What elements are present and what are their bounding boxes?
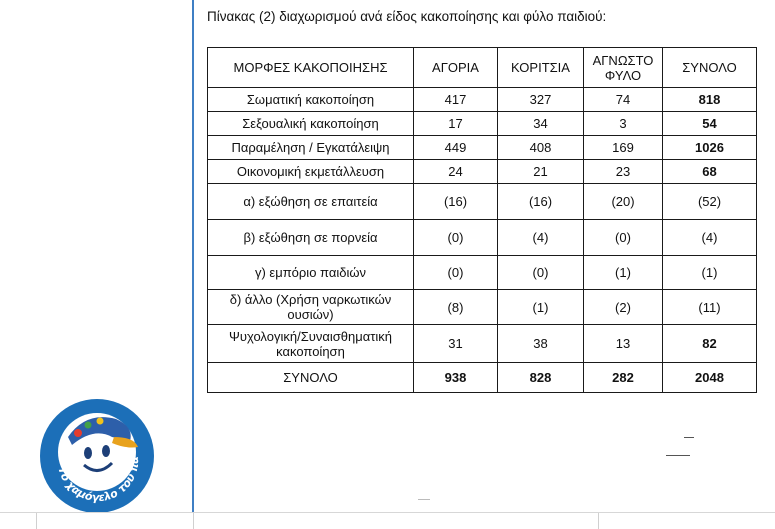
cell-boys: 31 — [414, 325, 498, 363]
row-label: β) εξώθηση σε πορνεία — [208, 220, 414, 256]
cell-total: (52) — [663, 184, 757, 220]
cell-unknown: (0) — [584, 220, 663, 256]
logo-cap-dot-green — [85, 422, 92, 429]
total-total: 2048 — [663, 363, 757, 393]
scan-mark — [684, 437, 694, 438]
bottom-page-strip — [0, 512, 775, 529]
cell-boys: (0) — [414, 220, 498, 256]
strip-separator — [193, 513, 194, 529]
cell-total: 54 — [663, 112, 757, 136]
cell-girls: (16) — [498, 184, 584, 220]
header-girls: ΚΟΡΙΤΣΙΑ — [498, 48, 584, 88]
cell-unknown: 3 — [584, 112, 663, 136]
table-total-row — [208, 363, 757, 393]
table-row — [208, 325, 757, 363]
row-label: Σωματική κακοποίηση — [208, 88, 414, 112]
cell-unknown: 74 — [584, 88, 663, 112]
table-caption: Πίνακας (2) διαχωρισμού ανά είδος κακοποίησης και φύλο παιδιού: — [207, 9, 607, 24]
header-unknown-gender: ΑΓΝΩΣΤΟ ΦΥΛΟ — [584, 48, 663, 88]
table-row — [208, 256, 757, 290]
logo-cap-dot-red — [74, 429, 82, 437]
cell-boys: 417 — [414, 88, 498, 112]
logo-graphic — [38, 397, 156, 515]
table-row — [208, 220, 757, 256]
logo-eye-right — [102, 445, 110, 457]
table-row — [208, 136, 757, 160]
cell-boys: (16) — [414, 184, 498, 220]
row-label: Ψυχολογική/Συναισθηματική κακοποίηση — [208, 325, 414, 363]
cell-unknown: 13 — [584, 325, 663, 363]
total-row-label: ΣΥΝΟΛΟ — [208, 363, 414, 393]
total-unknown: 282 — [584, 363, 663, 393]
cell-girls: 34 — [498, 112, 584, 136]
cell-girls: 21 — [498, 160, 584, 184]
table-row — [208, 184, 757, 220]
scan-mark — [666, 455, 690, 456]
cell-boys: (0) — [414, 256, 498, 290]
table-row — [208, 88, 757, 112]
cell-unknown: (1) — [584, 256, 663, 290]
scan-mark — [418, 499, 430, 500]
page-divider-line — [192, 0, 194, 512]
cell-boys: 24 — [414, 160, 498, 184]
cell-girls: (4) — [498, 220, 584, 256]
cell-total: (11) — [663, 290, 757, 325]
strip-separator — [36, 513, 37, 529]
cell-unknown: (2) — [584, 290, 663, 325]
strip-separator — [598, 513, 599, 529]
cell-total: 82 — [663, 325, 757, 363]
table-row — [208, 160, 757, 184]
cell-boys: 17 — [414, 112, 498, 136]
cell-girls: 327 — [498, 88, 584, 112]
row-label: Οικονομική εκμετάλλευση — [208, 160, 414, 184]
cell-girls: (1) — [498, 290, 584, 325]
cell-unknown: 23 — [584, 160, 663, 184]
table-row — [208, 290, 757, 325]
cell-girls: 408 — [498, 136, 584, 160]
cell-boys: (8) — [414, 290, 498, 325]
header-abuse-forms: ΜΟΡΦΕΣ ΚΑΚΟΠΟΙΗΣΗΣ — [208, 48, 414, 88]
header-total: ΣΥΝΟΛΟ — [663, 48, 757, 88]
row-label: Παραμέληση / Εγκατάλειψη — [208, 136, 414, 160]
cell-girls: (0) — [498, 256, 584, 290]
cell-boys: 449 — [414, 136, 498, 160]
header-boys: ΑΓΟΡΙΑ — [414, 48, 498, 88]
cell-total: 818 — [663, 88, 757, 112]
logo-eye-left — [84, 447, 92, 459]
row-label: γ) εμπόριο παιδιών — [208, 256, 414, 290]
logo-text: Το χαμόγελο του πα — [55, 456, 142, 505]
row-label: δ) άλλο (Χρήση ναρκωτικών ουσιών) — [208, 290, 414, 325]
cell-total: 68 — [663, 160, 757, 184]
total-boys: 938 — [414, 363, 498, 393]
table-row — [208, 112, 757, 136]
cell-unknown: 169 — [584, 136, 663, 160]
table-header-row — [208, 48, 757, 88]
cell-total: (1) — [663, 256, 757, 290]
cell-total: (4) — [663, 220, 757, 256]
cell-girls: 38 — [498, 325, 584, 363]
abuse-type-table — [207, 47, 757, 393]
cell-total: 1026 — [663, 136, 757, 160]
row-label: α) εξώθηση σε επαιτεία — [208, 184, 414, 220]
row-label: Σεξουαλική κακοποίηση — [208, 112, 414, 136]
logo-cap-dot-yellow — [97, 418, 104, 425]
total-girls: 828 — [498, 363, 584, 393]
smile-of-the-child-logo — [38, 397, 156, 515]
cell-unknown: (20) — [584, 184, 663, 220]
